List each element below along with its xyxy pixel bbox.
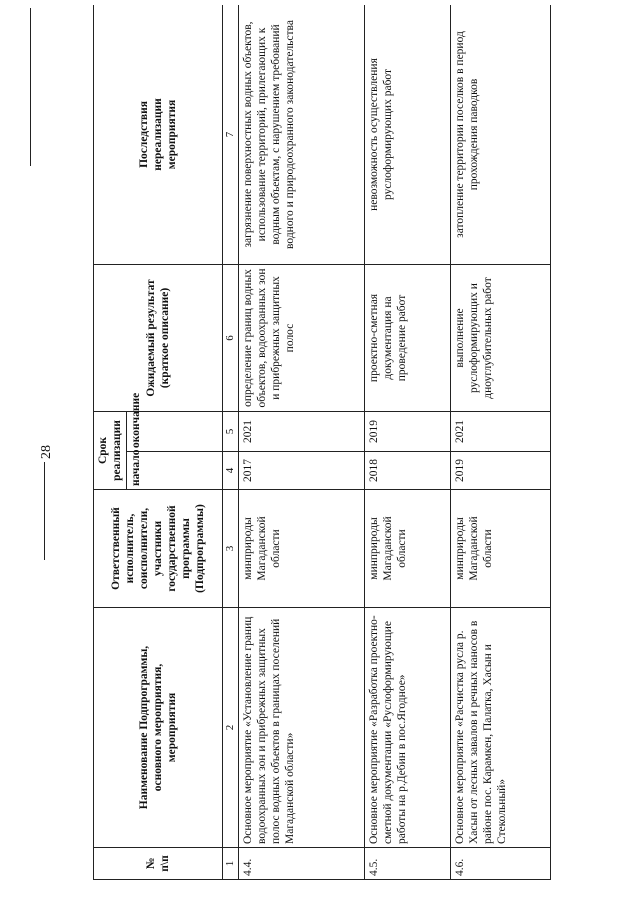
table-row	[239, 5, 365, 880]
column-number: 7	[223, 5, 239, 264]
row-executor: минприроды Магаданской области	[451, 490, 551, 608]
header-consequences: Последствия нереализации мероприятия	[94, 5, 223, 264]
column-number-row	[223, 5, 239, 880]
row-consequences: загрязнение поверхностных водных объектов, использование территорий, прилегающих к водным объектам, с нарушением требований водного и природоохранного законодательства	[239, 5, 365, 264]
header-num: № п\п	[94, 848, 223, 880]
row-consequences: затопление территории поселков в период прохождения паводков	[451, 5, 551, 264]
header-end: окончание	[127, 411, 223, 451]
row-num: 4.5.	[365, 848, 451, 880]
row-name: Основное мероприятие «Установление границ водоохранных зон и прибрежных защитных полос водных объектов в границах поселений Магаданской области»	[239, 608, 365, 848]
column-number: 3	[223, 490, 239, 608]
row-name: Основное мероприятие «Разработка проектно-сметной документации «Руслоформирующие работы на р.Дебин в пос.Ягодное»	[365, 608, 451, 848]
row-start: 2018	[365, 452, 451, 490]
header-period: Срок реализации	[94, 411, 127, 489]
column-number: 2	[223, 608, 239, 848]
row-executor: минприроды Магаданской области	[239, 490, 365, 608]
header-start: начало	[127, 452, 223, 490]
table-row	[365, 5, 451, 880]
row-consequences: невозможность осуществления руслоформирующих работ	[365, 5, 451, 264]
row-num: 4.6.	[451, 848, 551, 880]
row-result: проектно-сметная документация на проведение работ	[365, 264, 451, 411]
header-result: Ожидаемый результат (краткое описание)	[94, 264, 223, 411]
row-start: 2017	[239, 452, 365, 490]
column-number: 6	[223, 264, 239, 411]
row-name: Основное мероприятие «Расчистка русла р. Хасын от лесных завалов и речных наносов в районе пос. Карамкен, Палатка, Хасын и Стекольный»	[451, 608, 551, 848]
row-executor: минприроды Магаданской области	[365, 490, 451, 608]
column-number: 1	[223, 848, 239, 880]
row-result: определение границ водных объектов, водоохранных зон и прибрежных защитных полос	[239, 264, 365, 411]
row-start: 2019	[451, 452, 551, 490]
header-name: Наименование Подпрограммы, основного мероприятия, мероприятия	[94, 608, 223, 848]
table-row	[451, 5, 551, 880]
rotated-page-area	[93, 5, 633, 880]
row-result: выполнение руслоформирующих и дноуглубительных работ	[451, 264, 551, 411]
row-num: 4.4.	[239, 848, 365, 880]
page-number: 28	[39, 445, 54, 459]
header-executor: Ответственный исполнитель, соисполнители, участники государственной программы (Подпрограммы)	[94, 490, 223, 608]
column-number: 4	[223, 452, 239, 490]
top-separator-line	[30, 8, 31, 166]
measures-table	[93, 5, 551, 880]
column-number: 5	[223, 411, 239, 451]
row-end: 2021	[239, 411, 365, 451]
header-row	[94, 5, 127, 880]
row-end: 2021	[451, 411, 551, 451]
middle-separator-line	[44, 462, 45, 560]
row-end: 2019	[365, 411, 451, 451]
rotated-table-container	[93, 5, 633, 880]
